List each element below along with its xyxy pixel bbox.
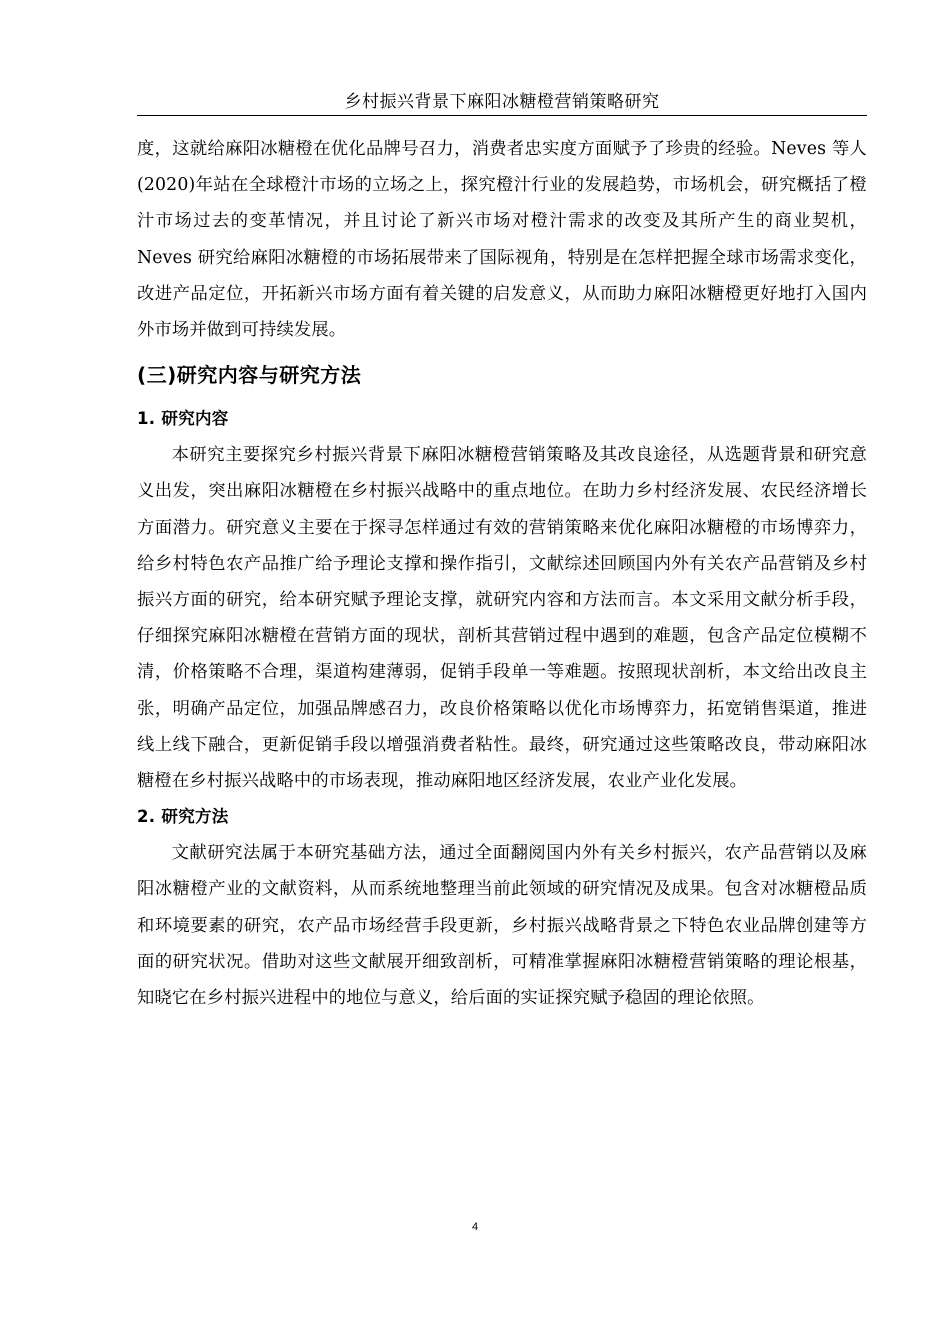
- page-content: [137, 131, 867, 1016]
- research-content-paragraph: 本研究主要探究乡村振兴背景下麻阳冰糖橙营销策略及其改良途径，从选题背景和研究意义出发，突出麻阳冰糖橙在乡村振兴战略中的重点地位。在助力乡村经济发展、农民经济增长方面潜力。研究意义主要在于探寻怎样通过有效的营销策略来优化麻阳冰糖橙的市场博弈力，给乡村特色农产品推广给予理论支撑和操作指引，文献综述回顾国内外有关农产品营销及乡村振兴方面的研究，给本研究赋予理论支撑，就研究内容和方法而言。本文采用文献分析手段，仔细探究麻阳冰糖橙在营销方面的现状，剖析其营销过程中遇到的难题，包含产品定位模糊不清，价格策略不合理，渠道构建薄弱，促销手段单一等难题。按照现状剖析，本文给出改良主张，明确产品定位，加强品牌感召力，改良价格策略以优化市场博弈力，拓宽销售渠道，推进线上线下融合，更新促销手段以增强消费者粘性。最终，研究通过这些策略改良，带动麻阳冰糖橙在乡村振兴战略中的市场表现，推动麻阳地区经济发展，农业产业化发展。: [137, 445, 867, 792]
- research-method-paragraph: 文献研究法属于本研究基础方法，通过全面翻阅国内外有关乡村振兴，农产品营销以及麻阳冰糖橙产业的文献资料，从而系统地整理当前此领域的研究情况及成果。包含对冰糖橙品质和环境要素的研究，农产品市场经营手段更新，乡村振兴战略背景之下特色农业品牌创建等方面的研究状况。借助对这些文献展开细致剖析，可精准掌握麻阳冰糖橙营销策略的理论根基，知晓它在乡村振兴进程中的地位与意义，给后面的实证探究赋予稳固的理论依照。: [137, 843, 867, 1009]
- running-header-title: 乡村振兴背景下麻阳冰糖橙营销策略研究: [344, 92, 660, 112]
- subsection-heading-research-method: 2. 研究方法: [137, 807, 229, 827]
- subsection-heading-research-content: 1. 研究内容: [137, 409, 229, 429]
- header-rule: [137, 115, 867, 116]
- page-number: 4: [471, 1221, 479, 1233]
- section-heading: (三)研究内容与研究方法: [137, 363, 362, 388]
- intro-paragraph: 度，这就给麻阳冰糖橙在优化品牌号召力，消费者忠实度方面赋予了珍贵的经验。Neves 等人(2020)年站在全球橙汁市场的立场之上，探究橙汁行业的发展趋势，市场机会，研究概括了橙汁市场过去的变革情况，并且讨论了新兴市场对橙汁需求的改变及其所产生的商业契机，Neves 研究给麻阳冰糖橙的市场拓展带来了国际视角，特别是在怎样把握全球市场需求变化，改进产品定位，开拓新兴市场方面有着关键的启发意义，从而助力麻阳冰糖橙更好地打入国内外市场并做到可持续发展。: [137, 139, 867, 341]
